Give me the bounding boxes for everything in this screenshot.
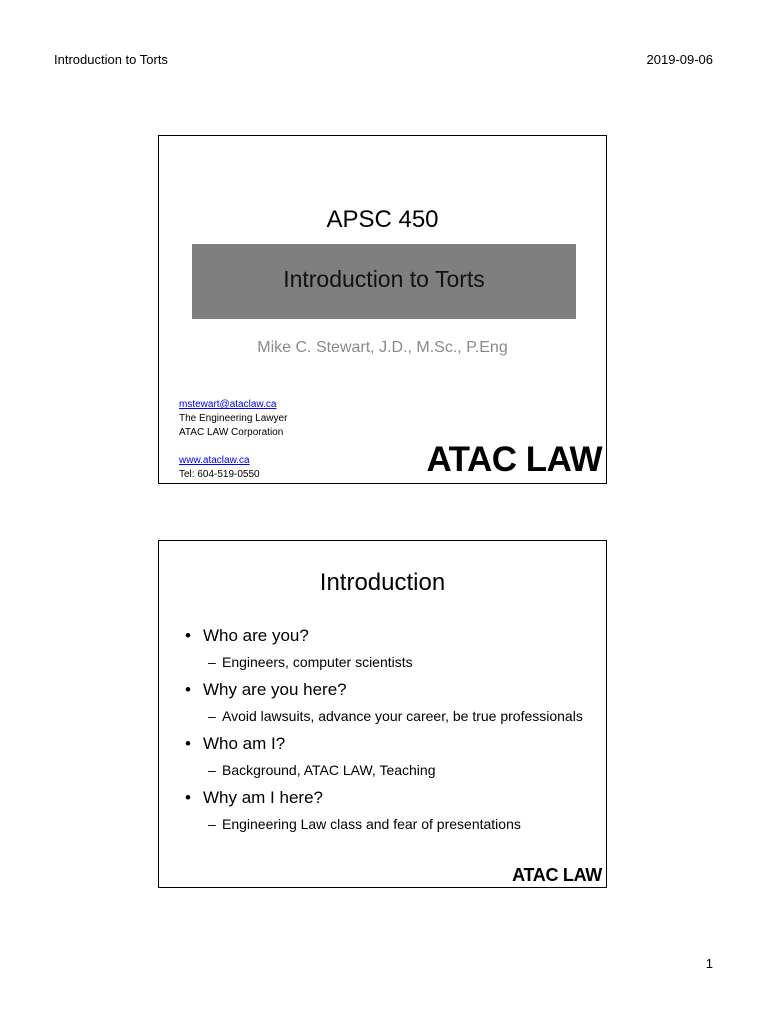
- sub-bullet-text: Engineers, computer scientists: [222, 654, 413, 670]
- email-link[interactable]: mstewart@ataclaw.ca: [179, 399, 277, 410]
- sub-bullet-item: – Engineering Law class and fear of presentations: [208, 816, 521, 832]
- bullet-list: [185, 625, 605, 841]
- slide-title-text: Introduction: [319, 569, 446, 596]
- bullet-item: • Who are you?: [185, 625, 605, 647]
- sub-bullet-item: – Engineers, computer scientists: [208, 654, 413, 670]
- author-name: Mike C. Stewart, J.D., M.Sc., P.Eng: [257, 339, 508, 356]
- contact-block: [179, 398, 287, 440]
- tagline: The Engineering Lawyer: [179, 413, 288, 424]
- sub-bullet-text: Engineering Law class and fear of presentations: [222, 816, 521, 832]
- contact-block-web: [179, 454, 260, 482]
- slide-title: [158, 135, 607, 484]
- atac-law-logo: ATAC LAW: [426, 440, 602, 479]
- sub-bullet-text: Background, ATAC LAW, Teaching: [222, 762, 436, 778]
- bullet-item: • Why are you here?: [185, 679, 605, 701]
- page-number: 1: [705, 956, 713, 971]
- title-band: [192, 244, 576, 319]
- atac-law-logo: ATAC LAW: [512, 865, 602, 885]
- sub-bullet-item: – Background, ATAC LAW, Teaching: [208, 762, 436, 778]
- slide-introduction: [158, 540, 607, 888]
- slide-title-text: Introduction to Torts: [283, 266, 485, 292]
- sub-bullet-item: – Avoid lawsuits, advance your career, be true professionals: [208, 708, 583, 724]
- website-link[interactable]: www.ataclaw.ca: [179, 455, 250, 466]
- sub-bullet-text: Avoid lawsuits, advance your career, be true professionals: [222, 708, 583, 724]
- page-header-title: Introduction to Torts: [54, 52, 168, 67]
- bullet-item: • Who am I?: [185, 733, 605, 755]
- company-name: ATAC LAW Corporation: [179, 427, 284, 438]
- bullet-item: • Why am I here?: [185, 787, 605, 809]
- phone-number: Tel: 604-519-0550: [179, 469, 260, 480]
- course-code: APSC 450: [326, 206, 439, 233]
- page-header-date: 2019-09-06: [646, 52, 713, 67]
